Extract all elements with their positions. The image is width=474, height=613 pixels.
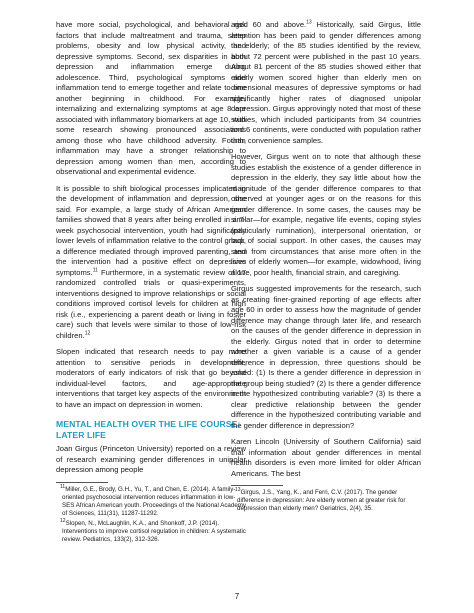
footnote-text: Girgus, J.S., Yang, K., and Ferri, C.V. (2017). The gender difference in depression: Are elderly women at greater risk for depression than elderly men? Geriatrics, 2(4), 35. bbox=[237, 489, 406, 512]
paragraph-text: Historically, said Girgus, little attention has been paid to gender differences among the elderly; of the 85 studies identified by the review, about 72 percent were published in the past 10 years. About 81 percent of the 85 studies showed either that elderly women scored higher than elderly men on dimensional measures of depressive symptoms or had significantly higher rates of diagnosed unipolar depression. Girgus approvingly noted that most of these studies, which included participants from 34 countries and 6 continents, were conducted with population rather than convenience samples. bbox=[231, 20, 422, 145]
footnote-ref[interactable]: 12 bbox=[84, 329, 91, 336]
page-number: 7 bbox=[234, 592, 240, 601]
paragraph-text: Furthermore, in a systematic review of 17 randomized controlled trials or quasi-experiments, interventions designed to improve relationships or social conditions improved cortisol levels for children at high risk (i.e., experiencing a parent death or living in foster care) such that levels were similar to those of low-risk children. bbox=[56, 267, 246, 340]
paragraph-text: aged 60 and above. bbox=[231, 20, 307, 29]
footnote-number: 13 bbox=[235, 486, 241, 493]
footnote-divider bbox=[231, 485, 283, 486]
body-paragraph bbox=[56, 184, 246, 342]
body-paragraph: Girgus suggested improvements for the research, such as creating finer-grained reporting of age effects after age 60 in order to assess how the magnitude of gender difference may change through later life, and research on the causes of the gender difference in depression in the elderly. Girgus noted that in order to determine whether a given variable is a cause of a gender difference in depression, three questions should be asked: (1) Is there a gender difference in depression in the group being studied? (2) Is there a gender difference in the hypothesized contributing variable? (3) Is there a clear predictive relationship between the gender difference in the hypothesized contributing variable and the gender difference in depression? bbox=[231, 284, 421, 430]
footnote-divider bbox=[56, 482, 108, 483]
body-paragraph: Slopen indicated that research needs to pay more attention to sensitive periods in development, moderators of early indicators of risk that go beyond individual-level factors, and age-appropriate interventions that target key aspects of the environment to have an impact on depression in women. bbox=[56, 347, 246, 409]
footnote bbox=[56, 517, 246, 544]
body-paragraph bbox=[231, 20, 421, 146]
footnote-text: Slopen, N., McLaughlin, K.A., and Shonkoff, J.P. (2014). Interventions to improve cortisol regulation in children: A systematic review. Pediatrics, 133(2), 312-326. bbox=[62, 519, 246, 543]
body-paragraph: Joan Girgus (Princeton University) reported on a review of research examining gender differences in unipolar depression among people bbox=[56, 444, 246, 474]
section-heading: MENTAL HEALTH OVER THE LIFE COURSE: LATER LIFE bbox=[56, 419, 241, 440]
body-paragraph: Karen Lincoln (University of Southern California) said that information about gender differences in mental health disorders is even more limited for older African Americans. The best bbox=[231, 437, 421, 478]
body-paragraph: have more social, psychological, and behavioral risk factors that include maltreatment and trauma, sleep problems, obesity and low physical activity, and depressive symptoms. Second, sex disparities in both depression and inflammation emerge during adolescence. Third, psychological symptoms and inflammation tend to emerge together and relate to one another beginning in childhood. For example, internalizing and externalizing symptoms at age 8 are associated with inflammatory biomarkers at age 10, with some research showing pronounced associations among those who have childhood adversity. Fourth, inflammation may have a stronger relationship to depression among women than men, according to observational and experimental evidence. bbox=[56, 20, 246, 176]
footnote bbox=[56, 483, 247, 518]
right-column bbox=[231, 20, 421, 515]
footnote-ref[interactable]: 13 bbox=[306, 19, 312, 26]
footnote bbox=[231, 486, 421, 513]
paragraph-text: It is possible to shift biological processes implicated in the development of inflammation and depression, she said. For example, a large study of African American families showed that 8 years after being enrolled in a 7-week psychosocial intervention, youth had significantly lower levels of inflammation relative to the control group, a difference mediated through improved parenting, and the intervention had a positive effect on depressive symptoms. bbox=[56, 183, 246, 277]
left-column bbox=[56, 20, 246, 546]
footnote-ref[interactable]: 11 bbox=[92, 266, 98, 273]
footnote-number: 12 bbox=[60, 517, 66, 524]
footnote-number: 11 bbox=[60, 483, 66, 490]
footnote-text: Miller, G.E., Brody, G.H., Yu, T., and Chen, E. (2014). A family-oriented psychosocial intervention reduces inflammation in low-SES African American youth. Proceedings of the National Academy of Sciences, 111(31), 11287-11292. bbox=[62, 485, 247, 517]
body-paragraph: However, Girgus went on to note that although these studies establish the existence of a gender difference in depression in the elderly, they say little about how the magnitude of the gender difference compares to that observed at younger ages or on the reasons for this gender difference. In some cases, the causes may be similar—for example, negative life events, coping styles (particularly rumination), interpersonal orientation, or lack of social support. In other cases, the causes may stem from circumstances that arise more often in the lives of elderly women—for example, widowhood, living alone, poor health, financial strain, and caregiving. bbox=[231, 152, 421, 277]
